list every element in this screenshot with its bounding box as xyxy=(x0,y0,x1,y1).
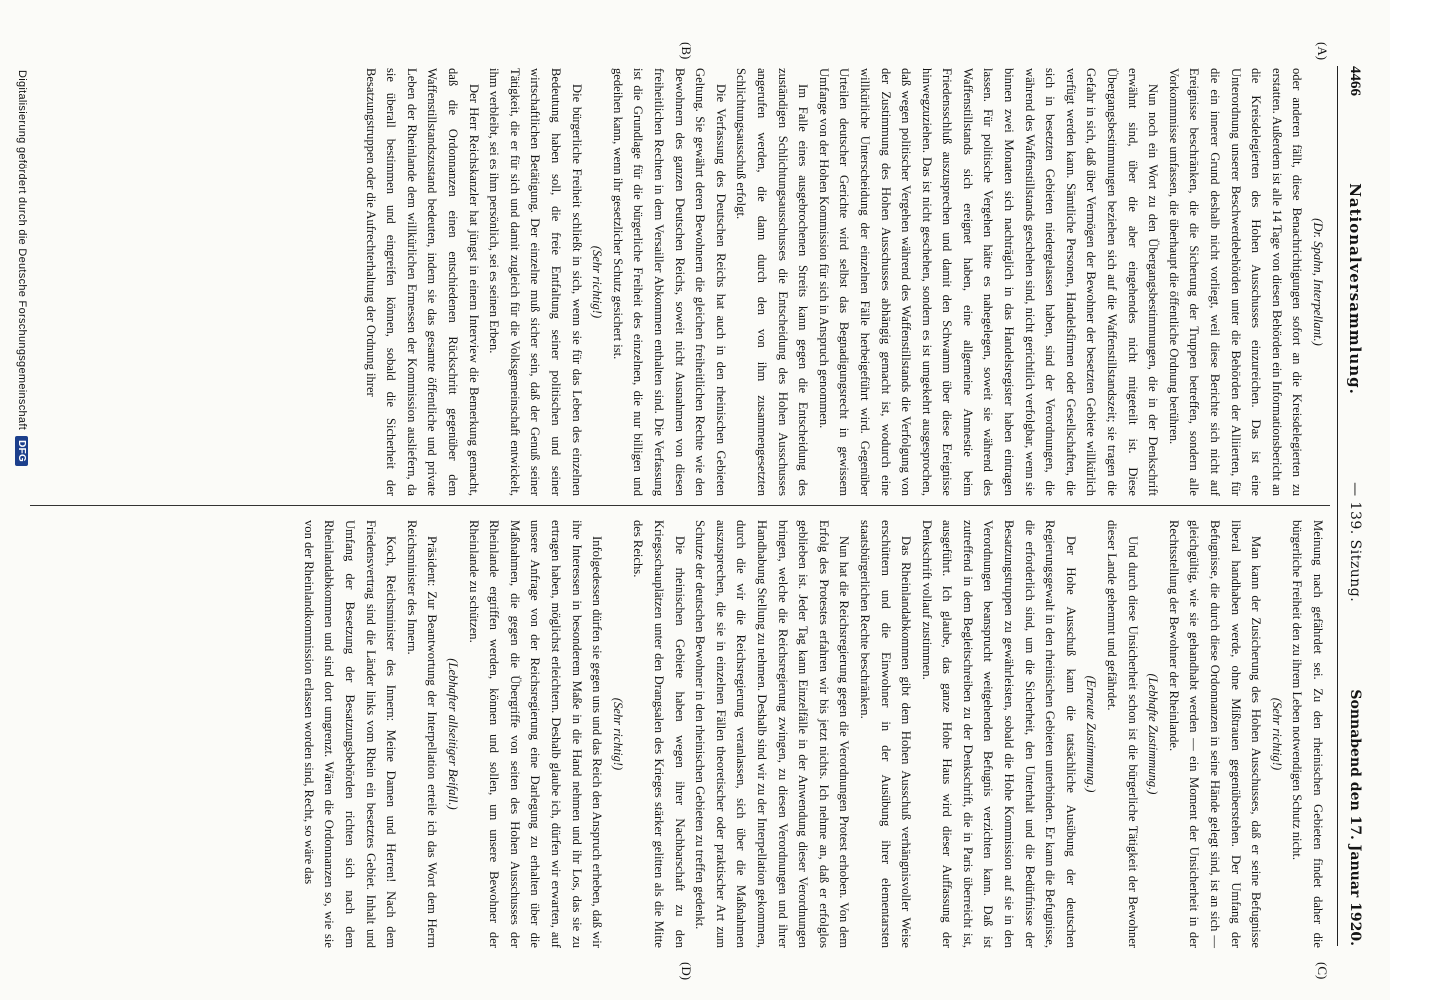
paragraph: Der Hohe Ausschuß kann die tatsächliche Ausübung der deutschen Regierungsgewalt in den rheinischen Gebieten unterbinden. Er kann die Befugnisse, die erforderlich sind, um die Sicherheit, den Unterhalt und die Bedürfnisse der Besatzungstruppen zu gewährleisten, sobald die Hohe Kommission auf sie in den Verordnungen beansprucht weitgehenden Befugnis verzichten kann. Daß ist zutreffend in dem Begleitschreiben zu der Denkschrift, die in Paris überreicht ist, ausgeführt. Ich glaube, das ganze Hohe Haus wird dieser Auffassung der Denkschrift vollauf zustimmen. xyxy=(919,520,1078,948)
credit-text: Digitalisierung gefördert durch die Deutsche Forschungsgemeinschaft xyxy=(16,70,28,431)
paragraph: Nun hat die Reichsregierung gegen die Verordnungen Protest erhoben. Von dem Erfolg des Protestes erfahren wir bis jetzt nichts. Ich nehme an, daß er erfolglos geblieben ist. Jeder Tag kann Einzelfälle in der Anwendung dieser Verordnungen bringen, welche die Reichsregierung zwingen, zu diesen Verordnungen und ihrer Handhabung Stellung zu nehmen. Deshalb sind wir zu der Interpellation gekommen, durch die wir die Reichsregierung veranlassen, sich über die Maßnahmen auszusprechen, die sie in einzelnen Fällen theoretischer oder praktischer Art zum Schutze der deutschen Bewohner in den rheinischen Gebieten zu treffen gedenkt. xyxy=(693,520,852,948)
paragraph: Die rheinischen Gebiete haben wegen ihrer Nachbarschaft zu den Kriegsschauplätzen unter den Drangsalen des Krieges stärker gelitten als die Mitte des Reichs. xyxy=(631,520,687,948)
interjection: (Lebhafte Zustimmung.) xyxy=(1146,673,1161,795)
header-rule xyxy=(1337,66,1338,946)
right-text-column xyxy=(298,520,1328,948)
speaker-attribution: (Dr. Spahn, Interpellant.) xyxy=(1311,218,1325,346)
publication-title: Nationalversammlung. xyxy=(1346,183,1364,395)
session-date: Sonnabend den 17. Januar 1920. xyxy=(1347,689,1363,946)
paragraph: Nun noch ein Wort zu den Übergangsbestimmungen, die in der Denkschrift erwähnt sind, über die aber eingehendes nicht mitgeteilt ist. Diese Übergangsbestimmungen beziehen sich auf die Waffenstillstandszeit; sie tragen die Gefahr in sich, daß über Vermögen der Bewohner der besetzten Gebiete willkürlich verfügt werden kann. Sämtliche Personen, Handelsfirmen oder Gesellschaften, die sich in besetzten Gebieten niedergelassen haben, sind der Verordnungen, die während des Waffenstillstands geschehen sind, nicht gerichtlich verfolgbar, wenn sie binnen zwei Monaten sich nachträglich in das Handelsregister haben eintragen lassen. Für politische Vergehen hätte es nahegelegen, soweit sie während des Waffenstillstands sich ereignet haben, eine allgemeine Amnestie beim Friedensschluß auszusprechen und damit den Schwamm über diese Ereignisse hinwegzuziehen. Das ist nicht geschehen, sondern es ist umgekehrt ausgesprochen, daß wegen politischer Vergehen während des Waffenstillstands die Verfolgung von der Zustimmung des Hohen Ausschusses abhängig gemacht ist, wodurch eine willkürliche Unterscheidung der einzelnen Fälle herbeigeführt wird. Gegenüber Urteilen deutscher Gerichte wird selbst das Begnadigungsrecht in gewissem Umfange von der Hohen Kommission für sich in Anspruch genommen. xyxy=(816,68,1161,496)
interjection: (Sehr richtig!) xyxy=(590,245,605,319)
paragraph: Infolgedessen dürfen sie gegen uns und das Reich den Anspruch erheben, daß wir ihre Interessen in besonderem Maße in die Hand nehmen und ihr Los, das sie zu ertragen haben, möglichst erleichtern. Deshalb glaube ich, dürfen wir erwarten, auf unsere Anfrage von der Reichsregierung eine Darlegung zu erhalten über die Maßnahmen, die gegen die Übergriffe von seiten des Hohen Ausschusses der Rheinlande ergriffen werden, können und sollen, um unsere Bewohner der Rheinlande zu schützen. xyxy=(466,520,605,948)
margin-marker-b: (B) xyxy=(679,42,694,60)
paragraph: Die bürgerliche Freiheit schließt in sich, wenn sie für das Leben des einzelnen Bedeutung haben soll, die freie Entfaltung seiner politischen und seiner wirtschaftlichen Betätigung. Der einzelne muß sicher sein, daß der Genuß seiner Tätigkeit, die er für sich und damit zugleich für die Volksgemeinschaft entwickelt, ihm verbleibt, sei es ihm persönlich, sei es seinen Erben. xyxy=(487,68,584,496)
interjection: (Lebhafter allseitiger Beifall.) xyxy=(446,658,461,810)
margin-marker-a: (A) xyxy=(1315,42,1330,61)
paragraph: Und durch diese Unsicherheit schon ist die bürgerliche Tätigkeit der Bewohner dieser Lande gehemmt und gefährdet. xyxy=(1105,520,1140,948)
paragraph: Präsident: Zur Beantwortung der Interpellation erteile ich das Wort dem Herrn Reichsminister des Innern. xyxy=(404,520,440,948)
interjection: (Erneute Zustimmung.) xyxy=(1084,675,1099,793)
dfg-logo: DFG xyxy=(16,436,29,466)
paragraph: Die Verfassung des Deutschen Reichs hat auch in den rheinischen Gebieten Geltung. Sie gewährt deren Bewohnern die gleichen freiheitlichen Rechte wie den Bewohnern des ganzen Deutschen Reichs, soweit nicht Ausnahmen von diesen freiheitlichen Rechten in dem Versailler Abkommen enthalten sind. Die Verfassung ist die Grundlage für die bürgerliche Freiheit des einzelnen, die nur billigen und gedeihen kann, wenn ihr gesetzlicher Schutz gesichert ist. xyxy=(610,68,728,496)
paragraph: Im Falle eines ausgebrochenen Streits kann gegen die Entscheidung des zuständigen Schlichtungsausschusses die Entscheidung des Hohen Ausschusses angerufen werden, die dann durch den von ihm zusammengesetzten Schlichtungsausschuß erfolgt. xyxy=(734,68,811,496)
paragraph: Der Herr Reichskanzler hat jüngst in einem Interview die Bemerkung gemacht, daß die Ordonnanzen einen entschiedenen Rückschritt gegenüber dem Waffenstillstandszustand bedeuten, indem sie das gesamte öffentliche und private Leben der Rheinlande dem willkürlichen Ermessen der Kommission ausliefern, da sie überall bestimmen und eingreifen können, sobald die Sicherheit der Besatzungstruppen oder die Aufrechterhaltung der Ordnung ihrer xyxy=(363,68,481,496)
paragraph: oder anderen fällt, diese Benachrichtigungen sofort an die Kreisdelegierten zu erstatten. Außerdem ist alle 14 Tage von diesen Behörden ein Informationsbericht an die Kreisdelegierten des Hohen Ausschusses einzureichen. Das ist eine Unterordnung unserer Beschwerdebehörden unter die Behörden der Alliierten, für die ein innerer Grund deshalb nicht vorliegt, weil diese Berichte sich nicht auf Ereignisse beschränken, die die Sicherung der Truppen betreffen, sondern alle Vorkommnisse umfassen, die überhaupt die öffentliche Ordnung berühren. xyxy=(1166,68,1305,496)
left-text-column xyxy=(360,68,1328,496)
paragraph: Koch, Reichsminister des Innern: Meine Damen und Herren! Nach dem Friedensvertrag sind die Länder links vom Rhein ein besetztes Gebiet. Inhalt und Umfang der Besetzung der Besatzungsbehörden richten sich nach dem Rheinlandabkommen und sind dort umgrenzt. Wären die Ordonnanzen so, wie sie von der Rheinlandkommission erlassen worden sind, Recht, so wäre das xyxy=(301,520,399,948)
interjection: (Sehr richtig!) xyxy=(1269,697,1284,771)
page-header xyxy=(1344,66,1366,946)
paragraph: Man kann der Zusicherung des Hohen Ausschusses, daß er seine Befugnisse liberal handhaben werde, ohne Mißtrauen gegenüberstehen. Der Umfang der Befugnisse, die durch diese Ordonnanzen in seine Hände gelegt sind, ist an sich — gleichgültig, wie sie gehandhabt werden — ein Moment der Unsicherheit in der Rechtsstellung der Bewohner der Rheinlande. xyxy=(1166,520,1264,948)
margin-marker-d: (D) xyxy=(679,962,694,981)
column-divider xyxy=(30,505,1330,506)
interjection: (Sehr richtig!) xyxy=(610,697,625,771)
session-number: — 139. Sitzung. xyxy=(1347,482,1363,603)
digitization-credit xyxy=(8,70,36,970)
margin-marker-c: (C) xyxy=(1315,962,1330,980)
paragraph: Meinung nach gefährdet sei. Zu den rheinischen Gebieten findet daher die bürgerliche Freiheit den zu ihrem Leben notwendigen Schutz nicht. xyxy=(1290,520,1325,948)
page-number: 4466 xyxy=(1347,66,1364,96)
paragraph: Das Rheinlandabkommen gibt dem Hohen Ausschuß verhängnisvoller Weise erschüttern und die Einwohner in der Ausübung ihrer elementarsten staatsbürgerlichen Rechte beschränken. xyxy=(857,520,914,948)
